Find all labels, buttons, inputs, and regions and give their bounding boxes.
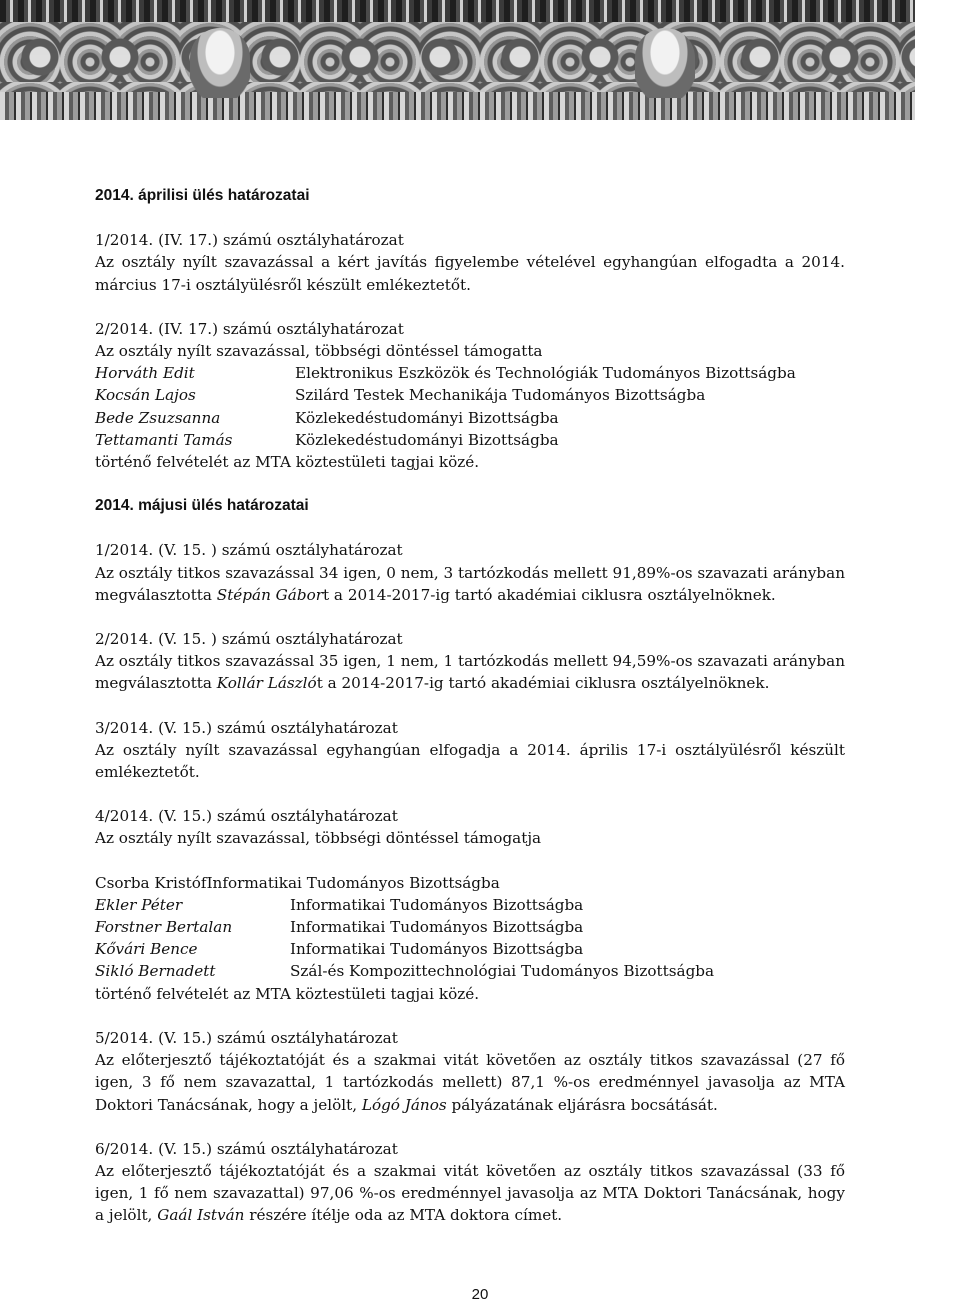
- member-committee: Informatikai Tudományos Bizottságba: [290, 940, 584, 959]
- resolution-text-part: részére ítélje oda az MTA doktora címet.: [244, 1206, 563, 1225]
- resolution-text-part: pályázatának eljárásra bocsátását.: [446, 1095, 718, 1114]
- resolution-text: Az osztály nyílt szavazással a kért javítás figyelembe vételével egyhangúan elfogadta a 2014. március 17-i osztályülésről készült emlékeztetőt.: [95, 253, 845, 294]
- member-row: [95, 894, 845, 916]
- resolution-text-part: Az osztály titkos szavazással 34 igen, 0 nem, 3 tartózkodás mellett 91,89%-os szavazati arányban megválasztotta: [95, 563, 845, 604]
- member-name: Sikló Bernadett: [95, 962, 216, 981]
- resolution-intro: Az osztály nyílt szavazással, többségi döntéssel támogatta: [95, 342, 543, 361]
- member-row: [95, 938, 845, 960]
- frieze-middle-ornament: [0, 22, 960, 92]
- resolution-title: 4/2014. (V. 15.) számú osztályhatározat: [95, 807, 398, 826]
- member-committee: Szál-és Kompozittechnológiai Tudományos Bizottságba: [290, 962, 715, 981]
- member-row: [95, 407, 845, 429]
- page-number: 20: [471, 1286, 489, 1303]
- resolution-title: 1/2014. (IV. 17.) számú osztályhatározat: [95, 231, 404, 250]
- member-row: [95, 916, 845, 938]
- member-committee: Informatikai Tudományos Bizottságba: [206, 873, 500, 892]
- member-name: Csorba Kristóf: [95, 873, 207, 892]
- member-name: Kocsán Lajos: [95, 386, 196, 405]
- member-row: [95, 384, 845, 406]
- person-name: Gaál István: [157, 1206, 245, 1225]
- member-committee: Elektronikus Eszközök és Technológiák Tudományos Bizottságba: [295, 364, 796, 383]
- resolution-outro: történő felvételét az MTA köztestületi tagjai közé.: [95, 984, 480, 1003]
- resolution-text-part: t a 2014-2017-ig tartó akadémiai ciklusra osztályelnöknek.: [323, 585, 776, 604]
- resolution-title: 1/2014. (V. 15. ) számú osztályhatározat: [95, 541, 403, 560]
- resolution-title: 6/2014. (V. 15.) számú osztályhatározat: [95, 1139, 398, 1158]
- resolution-title: 5/2014. (V. 15.) számú osztályhatározat: [95, 1028, 398, 1047]
- member-committee: Informatikai Tudományos Bizottságba: [290, 895, 584, 914]
- resolution-text: [95, 650, 845, 694]
- banner-right-margin: [915, 0, 960, 120]
- resolution-intro: Az osztály nyílt szavazással, többségi döntéssel támogatja: [95, 829, 542, 848]
- member-row: [95, 362, 845, 384]
- resolution-text: [95, 1049, 845, 1116]
- resolution-text-part: t a 2014-2017-ig tartó akadémiai ciklusra osztályelnöknek.: [316, 674, 770, 693]
- sculpted-bust-right: [635, 28, 695, 98]
- member-row: [95, 872, 845, 894]
- member-row: [95, 429, 845, 451]
- member-committee: Közlekedéstudományi Bizottságba: [295, 430, 559, 449]
- resolution-text: [95, 1160, 845, 1227]
- member-row: [95, 960, 845, 982]
- header-banner: [0, 0, 960, 120]
- member-name: Forstner Bertalan: [95, 918, 233, 937]
- person-name: Stépán Gábor: [216, 585, 323, 604]
- resolution-title: 3/2014. (V. 15.) számú osztályhatározat: [95, 718, 398, 737]
- resolution-text: Az osztály nyílt szavazással egyhangúan elfogadja a 2014. április 17-i osztályülésről készült emlékeztetőt.: [95, 740, 845, 782]
- frieze-bottom-ornament: [0, 92, 960, 120]
- document-body: [95, 185, 845, 1227]
- resolution-text-part: Az előterjesztő tájékoztatóját és a szakmai vitát követően az osztály titkos szavazással (33 fő igen, 1 fő nem szavazattal) 97,06 %-os eredménnyel javasolja az MTA Doktori Tanácsának, hogy a jelölt,: [95, 1161, 845, 1225]
- section-heading-april: 2014. áprilisi ülés határozatai: [95, 187, 310, 204]
- member-committee: Informatikai Tudományos Bizottságba: [290, 918, 584, 937]
- sculpted-bust-left: [190, 28, 250, 98]
- resolution-text-part: Az előterjesztő tájékoztatóját és a szakmai vitát követően az osztály titkos szavazással (27 fő igen, 3 fő nem szavazattal, 1 tartózkodás mellett) 87,1 %-os eredménnyel javasolja az MTA Doktori Tanácsának, hogy a jelölt,: [95, 1051, 845, 1114]
- member-name: Ekler Péter: [95, 895, 183, 914]
- resolution-text-part: Az osztály titkos szavazással 35 igen, 1 nem, 1 tartózkodás mellett 94,59%-os szavazati arányban megválasztotta: [95, 652, 845, 693]
- member-name: Kővári Bence: [95, 940, 198, 959]
- member-name: Bede Zsuzsanna: [95, 408, 221, 427]
- resolution-title: 2/2014. (IV. 17.) számú osztályhatározat: [95, 319, 404, 338]
- member-name: Tettamanti Tamás: [95, 430, 233, 449]
- section-heading-may: 2014. májusi ülés határozatai: [95, 497, 309, 515]
- frieze-top-ornament: [0, 0, 960, 22]
- member-committee: Szilárd Testek Mechanikája Tudományos Bizottságba: [295, 386, 706, 405]
- member-name: Horváth Edit: [95, 364, 195, 383]
- resolution-outro: történő felvételét az MTA köztestületi tagjai közé.: [95, 453, 480, 472]
- person-name: Lógó János: [361, 1095, 447, 1114]
- person-name: Kollár László: [216, 674, 317, 693]
- resolution-title: 2/2014. (V. 15. ) számú osztályhatározat: [95, 630, 403, 649]
- member-committee: Közlekedéstudományi Bizottságba: [295, 408, 559, 427]
- resolution-text: [95, 562, 845, 606]
